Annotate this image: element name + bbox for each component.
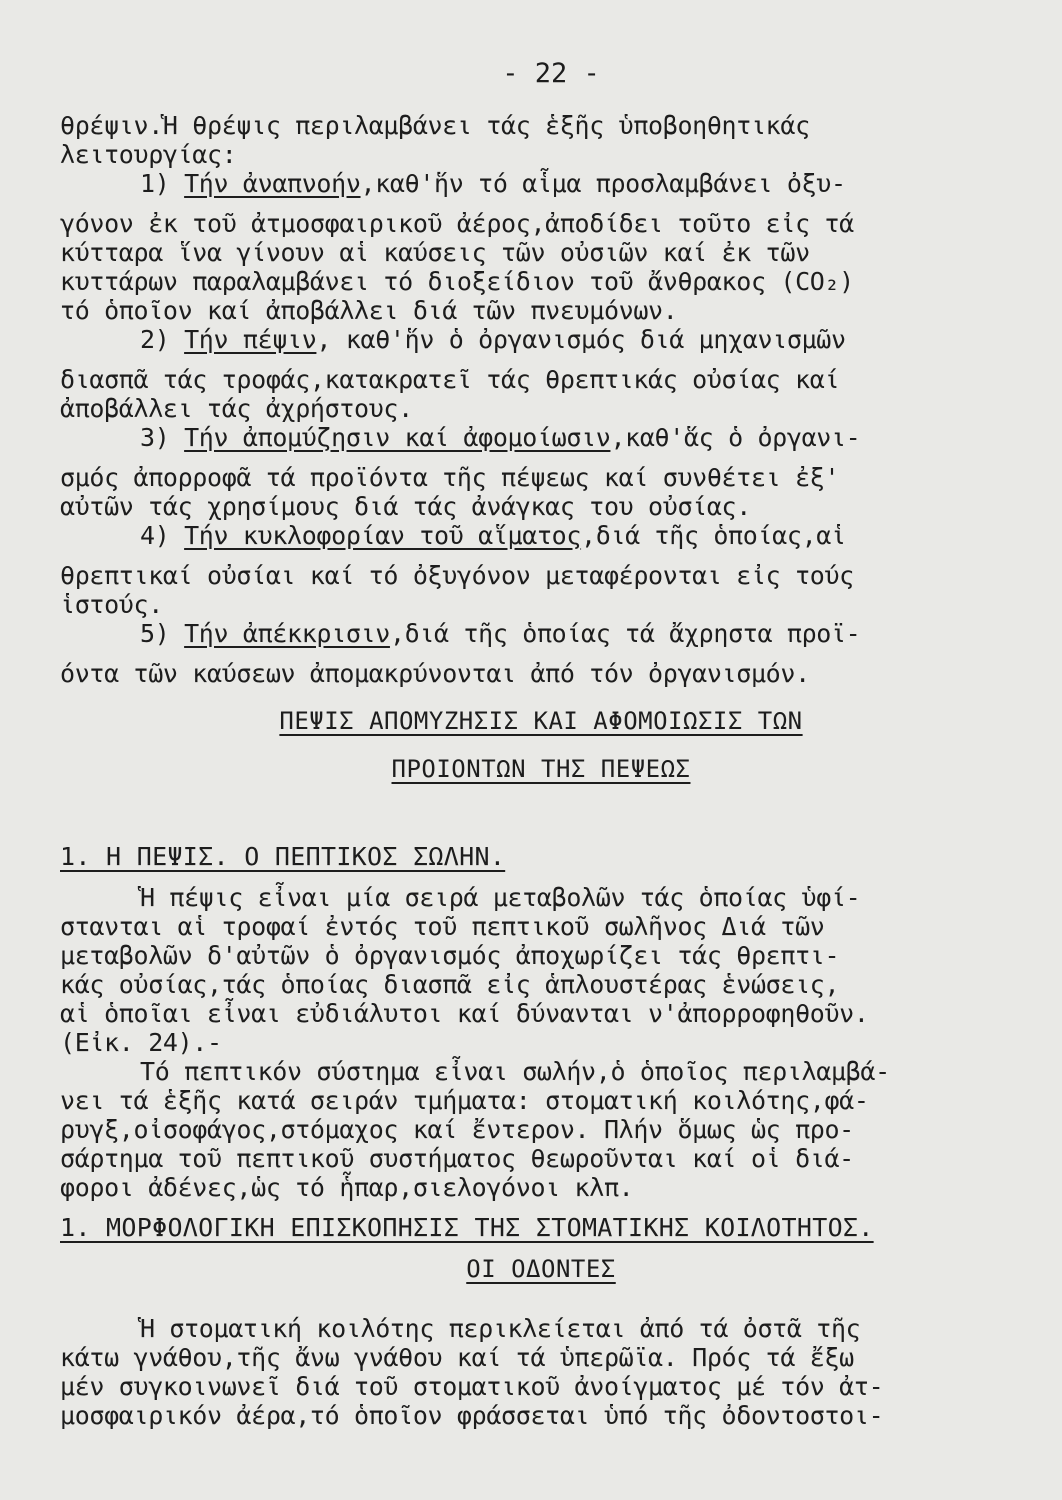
item-text: ,καθ'ἅς ὁ ὀργανι- bbox=[610, 423, 861, 452]
item-term: Τήν κυκλοφορίαν τοῦ αἵματος bbox=[184, 521, 582, 550]
list-item bbox=[60, 521, 1022, 550]
text-line: νει τά ἑξῆς κατά σειράν τμήματα: στοματική κοιλότης,φά- bbox=[60, 1086, 869, 1115]
text-line: ἀποβάλλει τάς ἀχρήστους. bbox=[60, 394, 413, 423]
section-heading: 1. ΜΟΡΦΟΛΟΓΙΚΗ ΕΠΙΣΚΟΠΗΣΙΣ ΤΗΣ ΣΤΟΜΑΤΙΚΗΣ ΚΟΙΛΟΤΗΤΟΣ. bbox=[60, 1213, 874, 1242]
text-line: μέν συγκοινωνεῖ διά τοῦ στοματικοῦ ἀνοίγματος μέ τόν ἀτ- bbox=[60, 1372, 884, 1401]
text-line: μεταβολῶν δ'αὐτῶν ὁ ὀργανισμός ἀποχωρίζει τάς θρεπτι- bbox=[60, 941, 840, 970]
text-line: σμός ἀπορροφᾶ τά προϊόντα τῆς πέψεως καί συνθέτει ἐξ' bbox=[60, 463, 840, 492]
text-line: κάτω γνάθου,τῆς ἄνω γνάθου καί τά ὑπερῶϊα. Πρός τά ἔξω bbox=[60, 1343, 854, 1372]
item-term: Τήν ἀπομύζησιν καί ἀφομοίωσιν bbox=[184, 423, 611, 452]
text-line: γόνον ἐκ τοῦ ἀτμοσφαιρικοῦ ἀέρος,ἀποδίδει τοῦτο εἰς τά bbox=[60, 209, 854, 238]
item-term: Τήν ἀναπνοήν bbox=[184, 169, 361, 198]
page-number: - 22 - bbox=[502, 58, 600, 89]
text-line: κυττάρων παραλαμβάνει τό διοξείδιον τοῦ ἄνθρακος (CO₂) bbox=[60, 267, 854, 296]
text-line: φοροι ἀδένες,ὡς τό ἧπαρ,σιελογόνοι κλπ. bbox=[60, 1173, 634, 1202]
text-line: σάρτημα τοῦ πεπτικοῦ συστήματος θεωροῦνται καί οἱ διά- bbox=[60, 1144, 854, 1173]
text-line: στανται αἱ τροφαί ἐντός τοῦ πεπτικοῦ σωλῆνος Διά τῶν bbox=[60, 912, 825, 941]
item-number: 2) bbox=[140, 325, 170, 354]
item-text: , καθ'ἥν ὁ ὀργανισμός διά μηχανισμῶν bbox=[316, 325, 846, 354]
text-line: μοσφαιρικόν ἀέρα,τό ὁποῖον φράσσεται ὑπό τῆς ὀδοντοστοι- bbox=[60, 1401, 884, 1430]
text-line: ρυγξ,οἰσοφάγος,στόμαχος καί ἔντερον. Πλήν ὅμως ὡς προ- bbox=[60, 1115, 854, 1144]
text-line: Ἡ πέψις εἶναι μία σειρά μεταβολῶν τάς ὁποίας ὑφί- bbox=[140, 883, 861, 912]
item-number: 4) bbox=[140, 521, 170, 550]
text-line: κάς οὐσίας,τάς ὁποίας διασπᾶ εἰς ἁπλουστέρας ἑνώσεις, bbox=[60, 970, 840, 999]
text-line: θρέψιν.Ἡ θρέψις περιλαμβάνει τάς ἑξῆς ὑποβοηθητικάς bbox=[60, 111, 810, 140]
item-text: ,διά τῆς ὁποίας τά ἄχρηστα προϊ- bbox=[389, 619, 861, 648]
section-heading: 1. Η ΠΕΨΙΣ. Ο ΠΕΠΤΙΚΟΣ ΣΩΛΗΝ. bbox=[60, 842, 506, 871]
text-line: κύτταρα ἵνα γίνουν αἱ καύσεις τῶν οὐσιῶν καί ἐκ τῶν bbox=[60, 238, 810, 267]
text-line: αἱ ὁποῖαι εἶναι εὐδιάλυτοι καί δύνανται ν'ἀπορροφηθοῦν. bbox=[60, 999, 869, 1028]
item-term: Τήν ἀπέκκρισιν bbox=[184, 619, 390, 648]
chapter-heading: ΠΕΨΙΣ ΑΠΟΜΥΖΗΣΙΣ ΚΑΙ ΑΦΟΜΟΙΩΣΙΣ ΤΩΝ bbox=[279, 707, 803, 735]
text-line: διασπᾶ τάς τροφάς,κατακρατεῖ τάς θρεπτικάς οὐσίας καί bbox=[60, 365, 840, 394]
chapter-heading: ΠΡΟΙΟΝΤΩΝ ΤΗΣ ΠΕΨΕΩΣ bbox=[391, 755, 691, 783]
item-number: 1) bbox=[140, 169, 170, 198]
list-item bbox=[60, 325, 1022, 354]
item-number: 3) bbox=[140, 423, 170, 452]
subsection-heading: ΟΙ ΟΔΟΝΤΕΣ bbox=[466, 1255, 616, 1283]
text-line: Τό πεπτικόν σύστημα εἶναι σωλήν,ὁ ὁποῖος περιλαμβά- bbox=[140, 1057, 890, 1086]
text-line: Ἡ στοματική κοιλότης περικλείεται ἀπό τά ὀστᾶ τῆς bbox=[140, 1314, 861, 1343]
text-line: λειτουργίας: bbox=[60, 140, 237, 169]
item-text: ,καθ'ἥν τό αἷμα προσλαμβάνει ὀξυ- bbox=[360, 169, 846, 198]
list-item bbox=[60, 423, 1022, 452]
text-line: όντα τῶν καύσεων ἀπομακρύνονται ἀπό τόν ὀργανισμόν. bbox=[60, 659, 810, 688]
item-term: Τήν πέψιν bbox=[184, 325, 317, 354]
item-text: ,διά τῆς ὁποίας,αἱ bbox=[581, 521, 846, 550]
text-line: (Εἰκ. 24).- bbox=[60, 1028, 222, 1057]
text-line: ἱστούς. bbox=[60, 590, 163, 619]
list-item bbox=[60, 169, 1022, 198]
text-line: θρεπτικαί οὐσίαι καί τό ὀξυγόνον μεταφέρονται εἰς τούς bbox=[60, 561, 854, 590]
list-item bbox=[60, 619, 1022, 648]
text-line: αὐτῶν τάς χρησίμους διά τάς ἀνάγκας του οὐσίας. bbox=[60, 492, 751, 521]
item-number: 5) bbox=[140, 619, 170, 648]
text-line: τό ὁποῖον καί ἀποβάλλει διά τῶν πνευμόνων. bbox=[60, 296, 678, 325]
